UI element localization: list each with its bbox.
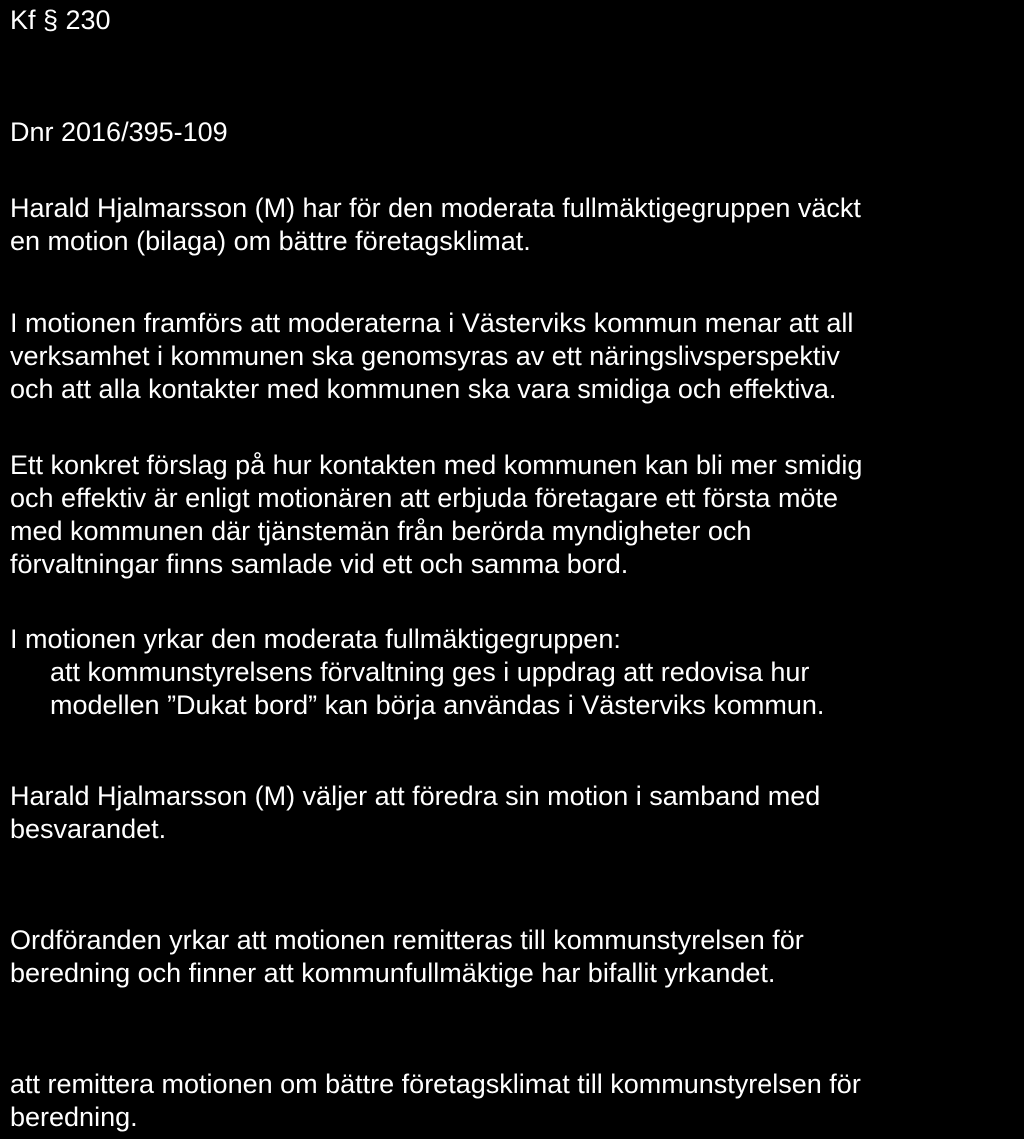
intro-line: Harald Hjalmarsson (M) har för den moderata fullmäktigegruppen väckt [10, 193, 861, 223]
decision-paragraph [10, 1068, 1020, 1134]
presentation-line: besvarandet. [10, 814, 167, 844]
claim-item-line: modellen ”Dukat bord” kan börja användas i Västerviks kommun. [50, 690, 825, 720]
argument-paragraph [10, 307, 1020, 406]
claim-paragraph [10, 623, 1020, 722]
proposal-paragraph [10, 449, 1020, 581]
argument-line: verksamhet i kommunen ska genomsyras av ett näringslivsperspektiv [10, 341, 840, 371]
decision-line: beredning. [10, 1102, 138, 1132]
proposal-line: förvaltningar finns samlade vid ett och samma bord. [10, 549, 629, 579]
paragraph-reference [10, 4, 1020, 37]
case-number [10, 116, 1020, 149]
claim-intro-line: I motionen yrkar den moderata fullmäktigegruppen: [10, 624, 621, 654]
paragraph-reference-text: Kf § 230 [10, 5, 111, 35]
case-number-text: Dnr 2016/395-109 [10, 117, 228, 147]
proposal-line: med kommunen där tjänstemän från berörda myndigheter och [10, 516, 752, 546]
chair-motion-line: Ordföranden yrkar att motionen remitteras till kommunstyrelsen för [10, 925, 804, 955]
chair-motion-paragraph [10, 924, 1020, 990]
proposal-line: och effektiv är enligt motionären att erbjuda företagare ett första möte [10, 483, 838, 513]
claim-item-line: att kommunstyrelsens förvaltning ges i uppdrag att redovisa hur [50, 657, 810, 687]
intro-paragraph [10, 192, 1020, 258]
presentation-paragraph [10, 780, 1020, 846]
argument-line: och att alla kontakter med kommunen ska vara smidiga och effektiva. [10, 374, 837, 404]
presentation-line: Harald Hjalmarsson (M) väljer att föredra sin motion i samband med [10, 781, 821, 811]
intro-line: en motion (bilaga) om bättre företagsklimat. [10, 226, 531, 256]
argument-line: I motionen framförs att moderaterna i Västerviks kommun menar att all [10, 308, 854, 338]
decision-line: att remittera motionen om bättre företagsklimat till kommunstyrelsen för [10, 1069, 861, 1099]
chair-motion-line: beredning och finner att kommunfullmäktige har bifallit yrkandet. [10, 958, 776, 988]
proposal-line: Ett konkret förslag på hur kontakten med kommunen kan bli mer smidig [10, 450, 863, 480]
